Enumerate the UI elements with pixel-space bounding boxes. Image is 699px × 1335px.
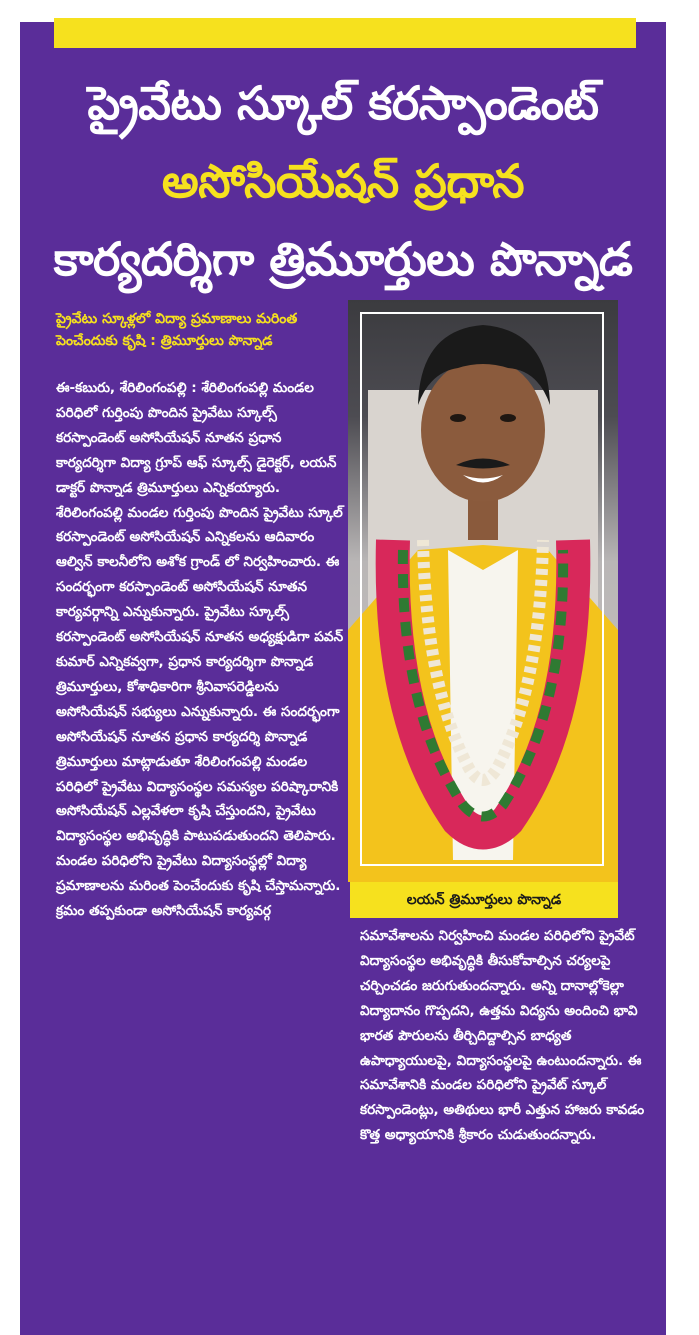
photo-frame [360, 312, 604, 866]
headline [20, 64, 666, 298]
headline-line-1: ప్రైవేటు స్కూల్ కరస్పాండెంట్ [87, 76, 599, 130]
top-accent-bar [54, 18, 636, 48]
person-photo [348, 300, 618, 882]
intro-subheading: ప్రైవేటు స్కూళ్లలో విద్యా ప్రమాణాలు మరింత పెంచేందుకు కృషి : త్రిమూర్తులు పొన్నాడ [56, 311, 298, 349]
article-body-right: సమావేశాలను నిర్వహించి మండల పరిధిలోని ప్రైవేట్ విద్యాసంస్థల అభివృద్ధికి తీసుకోవాల్సిన చర్యలపై చర్చించడం జరుగుతుందన్నారు. అన్ని దానాల్లోకెల్లా విద్యాదానం గొప్పదని, ఉత్తమ విద్యను అందించి భావి భారత పౌరులను తీర్చిదిద్దాల్సిన బాధ్యత ఉపాధ్యాయులపై, విద్యాసంస్థలపై ఉంటుందన్నారు. ఈ సమావేశానికి మండల పరిధిలోని ప్రైవేట్ స్కూల్ కరస్పాండెంట్లు, అతిథులు భారీ ఎత్తున హాజరు కావడం కొత్త అధ్యాయానికి శ్రీకారం చుడుతుందన్నారు. [360, 928, 645, 1144]
headline-line-2: అసోసియేషన్ ప్రధాన [161, 154, 525, 208]
headline-line-3: కార్యదర్శిగా త్రిమూర్తులు పొన్నాడ [53, 232, 633, 286]
photo-caption: లయన్ త్రిమూర్తులు పొన్నాడ [350, 882, 618, 918]
article-body-left: ఈ-కబురు, శేరిలింగంపల్లి : శేరిలింగంపల్లి మండల పరిధిలో గుర్తింపు పొందిన ప్రైవేటు స్కూల్స్ కరస్పాండెంట్ అసోసియేషన్ నూతన ప్రధాన కార్యదర్శిగా విద్యా గ్రూప్ ఆఫ్ స్కూల్స్ డైరెక్టర్, లయన్ డాక్టర్ పొన్నాడ త్రిమూర్తులు ఎన్నికయ్యారు. శేరిలింగంపల్లి మండల గుర్తింపు పొందిన ప్రైవేటు స్కూల్ కరస్పాండెంట్ అసోసియేషన్ ఎన్నికలను ఆదివారం ఆల్విన్ కాలనీలోని అశోక గ్రాండ్ లో నిర్వహించారు. ఈ సందర్భంగా కరస్పాండెంట్ అసోసియేషన్ నూతన కార్యవర్గాన్ని ఎన్నుకున్నారు. ప్రైవేటు స్కూల్స్ కరస్పాండెంట్ అసోసియేషన్ నూతన అధ్యక్షుడిగా పవన్ కుమార్ ఎన్నికవ్వగా, ప్రధాన కార్యదర్శిగా పొన్నాడ త్రిమూర్తులు, కోశాధికారిగా శ్రీనివాసరెడ్డిలను అసోసియేషన్ సభ్యులు ఎన్నుకున్నారు. ఈ సందర్భంగా అసోసియేషన్ నూతన ప్రధాన కార్యదర్శి పొన్నాడ త్రిమూర్తులు మాట్లాడుతూ శేరిలింగంపల్లి మండల పరిధిలో ప్రైవేటు విద్యాసంస్థల సమస్యల పరిష్కారానికి అసోసియేషన్ ఎల్లవేళలా కృషి చేస్తుందని, ప్రైవేటు విద్యాసంస్థల అభివృద్ధికి పాటుపడుతుందని తెలిపారు. మండల పరిధిలోని ప్రైవేటు విద్యాసంస్థల్లో విద్యా ప్రమాణాలను మరింత పెంచేందుకు కృషి చేస్తామన్నారు. క్రమం తప్పకుండా అసోసియేషన్ కార్యవర్గ [56, 380, 344, 920]
